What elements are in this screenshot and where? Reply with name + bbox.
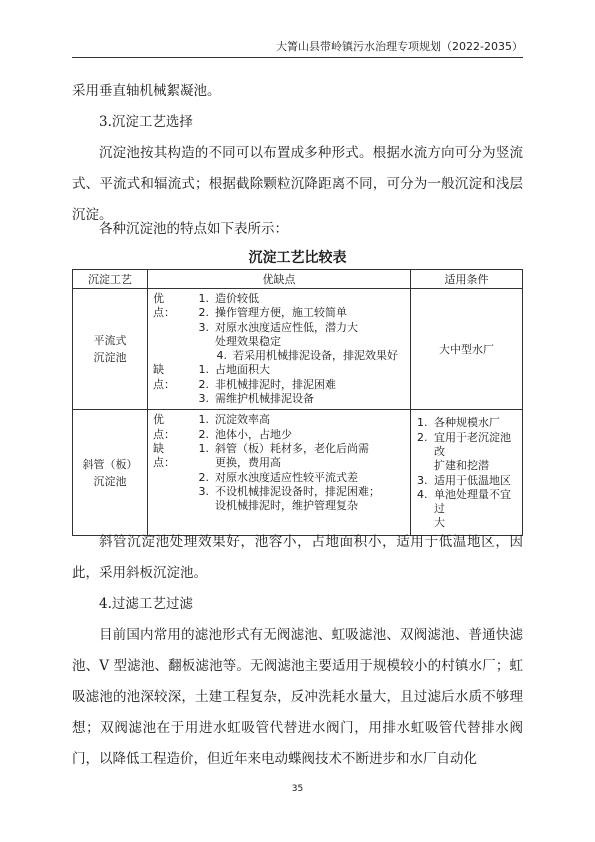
table-row-inclined-tube: [73, 410, 523, 535]
method-name: 平流式: [93, 334, 127, 348]
list-item: 2. 池体小，占地少: [198, 427, 292, 441]
list-item: 1. 造价较低: [198, 292, 259, 305]
cons-group: [153, 363, 408, 406]
condition-cell: [411, 410, 523, 535]
filtration-paragraph: 目前国内常用的滤池形式有无阀滤池、虹吸滤池、双阀滤池、普通快滤池、V 型滤池、翻板滤池等。无阀滤池主要适用于规模较小的村镇水厂；虹吸滤池的池深较深，土建工程复杂，反冲洗耗水量大，且过滤后水质不够理想；双阀滤池在于用进水虹吸管代替进水阀门，用排水虹吸管代替排水阀门，以降低工程造价，但近年来电动蝶阀技术不断进步和水厂自动化: [72, 627, 523, 767]
list-item: 1. 占地面积大: [198, 363, 270, 377]
intro-line: 采用垂直轴机械絮凝池。: [72, 83, 221, 99]
list-item: 设机械排泥时，维护管理复杂: [215, 499, 358, 513]
col-header-proscons: 优缺点: [148, 270, 411, 289]
table-title: 沉淀工艺比较表: [248, 250, 347, 266]
list-item: 处理效果稳定: [215, 334, 281, 348]
list-item: 1. 各种规模水厂: [417, 416, 500, 430]
method-name: 斜管（板）: [82, 457, 138, 471]
pros-label: 优点：: [153, 413, 175, 441]
conclusion-paragraph: 斜管沉淀池处理效果好，池容小，占地面积小，适用于低温地区，因此，采用斜板沉淀池。: [72, 534, 523, 581]
comparison-table: [72, 269, 523, 536]
list-item: 扩建和挖潜: [434, 459, 489, 473]
method-name: 沉淀池: [93, 474, 127, 488]
list-item: 1. 沉淀效率高: [198, 413, 270, 427]
page-number: 35: [291, 784, 304, 794]
list-item: 4. 单池处理量不宜过: [417, 487, 511, 516]
cons-label: 缺点：: [153, 363, 175, 391]
page-header: 大箐山县带岭镇污水治理专项规划（2022-2035）: [276, 40, 523, 53]
list-item: 2. 操作管理方便，施工较简单: [198, 306, 347, 320]
section-heading-sedimentation: 3.沉淀工艺选择: [99, 114, 193, 130]
section-heading-filtration: 4.过滤工艺过滤: [99, 596, 193, 612]
pros-label: 优点：: [153, 292, 175, 320]
list-item: 3. 对原水浊度适应性低，潜力大: [198, 320, 358, 334]
header-rule: [72, 57, 523, 58]
list-item: 1. 斜管（板）耗材多，老化后尚需: [198, 441, 369, 455]
proscons-cell: [148, 289, 411, 410]
list-item: 3. 不设机械排泥设备时，排泥困难；: [198, 484, 380, 498]
list-item: 3. 适用于低温地区: [417, 473, 511, 487]
table-header-row: [73, 270, 523, 289]
list-item: 3. 需维护机械排泥设备: [198, 392, 314, 406]
method-cell: [73, 410, 148, 535]
sedimentation-paragraph: 沉淀池按其构造的不同可以布置成多种形式。根据水流方向可分为竖流式、平流式和辐流式；根据截除颗粒沉降距离不同，可分为一般沉淀和浅层沉淀。: [72, 145, 523, 223]
col-header-conditions: 适用条件: [411, 270, 523, 289]
list-item: 大: [434, 516, 445, 530]
condition-cell: 大中型水厂: [411, 289, 523, 410]
cons-label: 缺点：: [153, 441, 175, 470]
proscons-cell: [148, 410, 411, 535]
col-header-method: 沉淀工艺: [73, 270, 148, 289]
table-row-horizontal-flow: [73, 289, 523, 410]
list-item: 2. 对原水浊度适应性较平流式差: [198, 470, 358, 484]
pros-group: [153, 292, 408, 363]
list-item: 2. 宜用于老沉淀池改: [417, 430, 511, 458]
cons-group: [153, 442, 408, 513]
list-item: 2. 非机械排泥时，排泥困难: [198, 377, 336, 391]
list-item: 4. 若采用机械排泥设备，排泥效果好: [216, 349, 398, 363]
method-name: 沉淀池: [93, 351, 127, 365]
pros-group: [153, 413, 408, 442]
list-item: 更换，费用高: [215, 456, 281, 470]
method-cell: [73, 289, 148, 410]
table-intro-paragraph: 各种沉淀池的特点如下表所示：: [99, 221, 288, 237]
